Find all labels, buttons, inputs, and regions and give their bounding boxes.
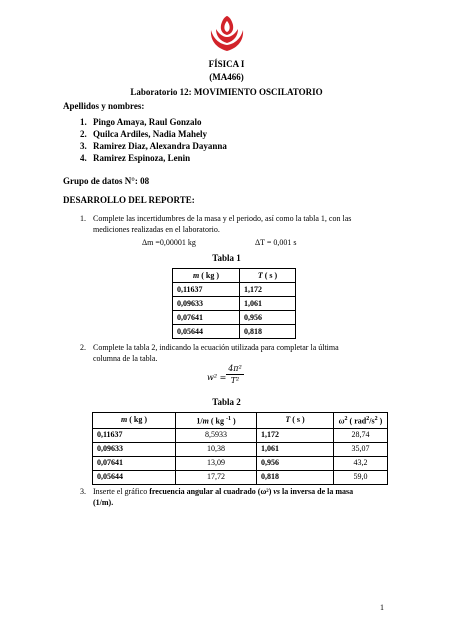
table-cell: 0,07641 <box>173 311 240 325</box>
table1-header: T ( s ) <box>240 269 296 283</box>
table-cell: 59,0 <box>334 470 388 484</box>
table-cell: 43,2 <box>334 456 388 470</box>
author-item: Quilca Ardiles, Nadia Mahely <box>93 129 208 139</box>
table-cell: 13,09 <box>176 456 257 470</box>
table-row <box>173 325 296 339</box>
table2-title: Tabla 2 <box>212 397 241 407</box>
table-cell: 0,818 <box>240 325 296 339</box>
author-item: Ramirez Diaz, Alexandra Dayanna <box>93 141 227 151</box>
table-cell: 10,38 <box>176 442 257 456</box>
table2-header: 1/m ( kg $^{-1}$ ) <box>176 413 257 429</box>
table2-header: T ( s ) <box>257 413 334 429</box>
table1-header: m ( kg ) <box>173 269 240 283</box>
author-number: 4. <box>80 153 87 163</box>
table-row <box>93 428 388 442</box>
table1 <box>172 268 296 339</box>
table-cell: 8,5933 <box>176 428 257 442</box>
table-cell: 1,172 <box>240 283 296 297</box>
table-row <box>93 456 388 470</box>
table2-header: $\omega^2$ ( $rad^2/s^2$ ) <box>334 413 388 429</box>
item3-text-line2: (1/m). <box>93 498 114 507</box>
period-uncertainty: ΔT = 0,001 s <box>255 238 297 247</box>
author-item: Pingo Amaya, Raul Gonzalo <box>93 117 202 127</box>
table-row <box>173 311 296 325</box>
formula-numerator: 4π² <box>226 364 244 375</box>
table-cell: 0,818 <box>257 470 334 484</box>
author-item: Ramirez Espinoza, Lenin <box>93 153 191 163</box>
course-code: (MA466) <box>209 72 244 82</box>
page-number: 1 <box>380 603 384 612</box>
table-cell: 0,05644 <box>93 470 176 484</box>
mass-uncertainty: Δm =0,00001 kg <box>142 238 196 247</box>
table-row <box>173 283 296 297</box>
table-cell: 0,956 <box>257 456 334 470</box>
table-row <box>173 297 296 311</box>
formula-denominator: T² <box>230 376 240 385</box>
item-number: 1. <box>80 214 86 223</box>
item3-text-line1 <box>93 487 353 497</box>
table-cell: 35,07 <box>334 442 388 456</box>
table2 <box>92 412 388 485</box>
lab-title: Laboratorio 12: MOVIMIENTO OSCILATORIO <box>130 87 323 97</box>
group-label: Grupo de datos N°: 08 <box>63 176 150 186</box>
author-number: 3. <box>80 141 87 151</box>
section-title: DESARROLLO DEL REPORTE: <box>63 195 195 205</box>
authors-label: Apellidos y nombres: <box>63 101 145 111</box>
table-row <box>93 470 388 484</box>
item3-text-bold2: la inversa de la masa <box>282 487 354 496</box>
table-cell: 1,061 <box>257 442 334 456</box>
item2-text-line2: columna de la tabla. <box>93 354 158 363</box>
table-cell: 0,09633 <box>93 442 176 456</box>
item3-text-bold1: frecuencia angular al cuadrado (ω²) <box>149 487 272 496</box>
table-cell: 28,74 <box>334 428 388 442</box>
table-row <box>93 442 388 456</box>
table-cell: 0,11637 <box>173 283 240 297</box>
author-number: 2. <box>80 129 87 139</box>
table-cell: 17,72 <box>176 470 257 484</box>
university-logo <box>207 14 247 54</box>
item3-text-pre: Inserte el gráfico <box>93 487 148 496</box>
table1-title: Tabla 1 <box>212 253 241 263</box>
item-number: 2. <box>80 343 86 352</box>
table-cell: 1,172 <box>257 428 334 442</box>
course-title: FÍSICA I <box>208 59 245 69</box>
author-number: 1. <box>80 117 87 127</box>
table-cell: 0,07641 <box>93 456 176 470</box>
table2-header: m ( kg ) <box>93 413 176 429</box>
item1-text-line2: mediciones realizadas en el laboratorio. <box>93 225 220 234</box>
table-cell: 0,05644 <box>173 325 240 339</box>
item-number: 3. <box>80 487 86 496</box>
item2-text-line1: Complete la tabla 2, indicando la ecuación utilizada para completar la última <box>93 343 339 352</box>
table-cell: 0,956 <box>240 311 296 325</box>
table-cell: 0,11637 <box>93 428 176 442</box>
item3-text-vs: vs <box>273 487 281 496</box>
item1-text-line1: Complete las incertidumbres de la masa y el periodo, así como la tabla 1, con las <box>93 214 352 223</box>
table-cell: 0,09633 <box>173 297 240 311</box>
formula-lhs: w² = <box>207 373 227 382</box>
table-cell: 1,061 <box>240 297 296 311</box>
